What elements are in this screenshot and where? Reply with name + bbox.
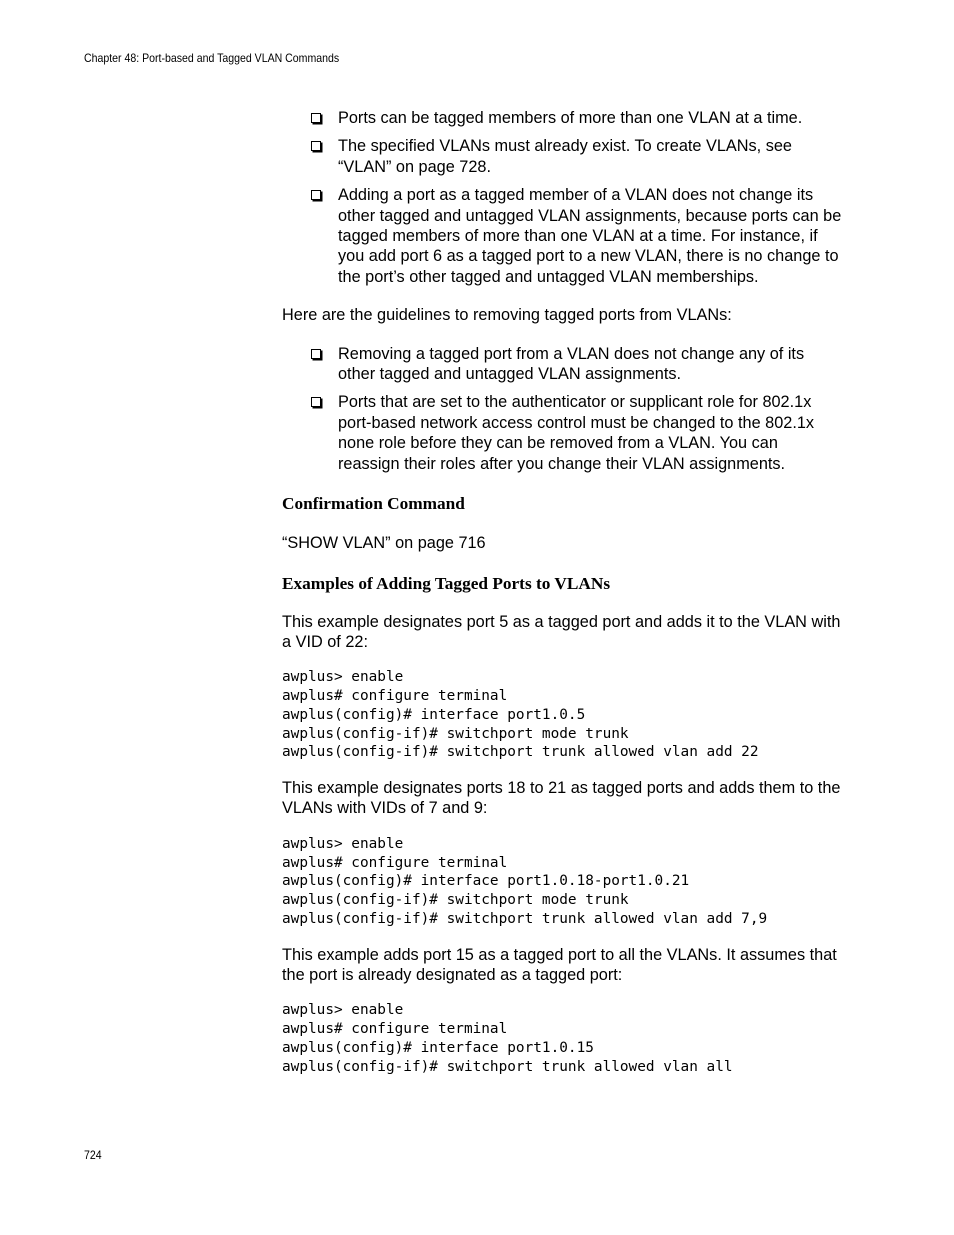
example-3-code: awplus> enable awplus# configure terminal awplus(config)# interface port1.0.15 awplus(config-if)# switchport trunk allowed vlan all: [282, 1002, 733, 1075]
adding-guidelines-list: [282, 108, 842, 287]
example-1-description: This example designates port 5 as a tagged port and adds it to the VLAN with a VID of 22:: [282, 612, 841, 651]
list-item: Removing a tagged port from a VLAN does not change any of its other tagged and untagged VLAN assignments.: [338, 344, 842, 385]
list-item: Adding a port as a tagged member of a VLAN does not change its other tagged and untagged VLAN assignments, because ports can be tagged members of more than one VLAN at a time. For instance, if you add port 6 as a tagged port to a new VLAN, there is no change to the port’s other tagged and untagged VLAN memberships.: [338, 185, 842, 287]
examples-heading: Examples of Adding Tagged Ports to VLANs: [282, 573, 611, 593]
confirmation-heading: Confirmation Command: [282, 494, 465, 514]
example-2-description: This example designates ports 18 to 21 as tagged ports and adds them to the VLANs with VIDs of 7 and 9:: [282, 779, 841, 818]
checkbox-bullet-icon: [311, 141, 321, 151]
confirmation-reference: “SHOW VLAN” on page 716: [282, 534, 486, 553]
checkbox-bullet-icon: [311, 397, 321, 407]
list-item: Ports can be tagged members of more than one VLAN at a time.: [338, 108, 842, 128]
checkbox-bullet-icon: [311, 349, 321, 359]
running-header: Chapter 48: Port-based and Tagged VLAN Commands: [84, 51, 340, 65]
checkbox-bullet-icon: [311, 190, 321, 200]
page-number: 724: [84, 1148, 102, 1162]
page-body: [282, 108, 842, 1076]
list-item: Ports that are set to the authenticator or supplicant role for 802.1x port-based network access control must be changed to the 802.1x none role before they can be removed from a VLAN. You can reassign their roles after you change their VLAN assignments.: [338, 392, 842, 474]
removing-intro: Here are the guidelines to removing tagged ports from VLANs:: [282, 306, 732, 325]
example-3-description: This example adds port 15 as a tagged port to all the VLANs. It assumes that the port is already designated as a tagged port:: [282, 945, 837, 985]
example-1-code: awplus> enable awplus# configure terminal awplus(config)# interface port1.0.5 awplus(config-if)# switchport mode trunk awplus(config-if)# switchport trunk allowed vlan add 22: [282, 669, 759, 761]
example-2-code: awplus> enable awplus# configure terminal awplus(config)# interface port1.0.18-port1.0.21 awplus(config-if)# switchport mode trunk awplus(config-if)# switchport trunk allowed vlan add 7,9: [282, 835, 768, 927]
removing-guidelines-list: [282, 344, 842, 474]
checkbox-bullet-icon: [311, 113, 321, 123]
list-item: The specified VLANs must already exist. To create VLANs, see “VLAN” on page 728.: [338, 136, 842, 177]
